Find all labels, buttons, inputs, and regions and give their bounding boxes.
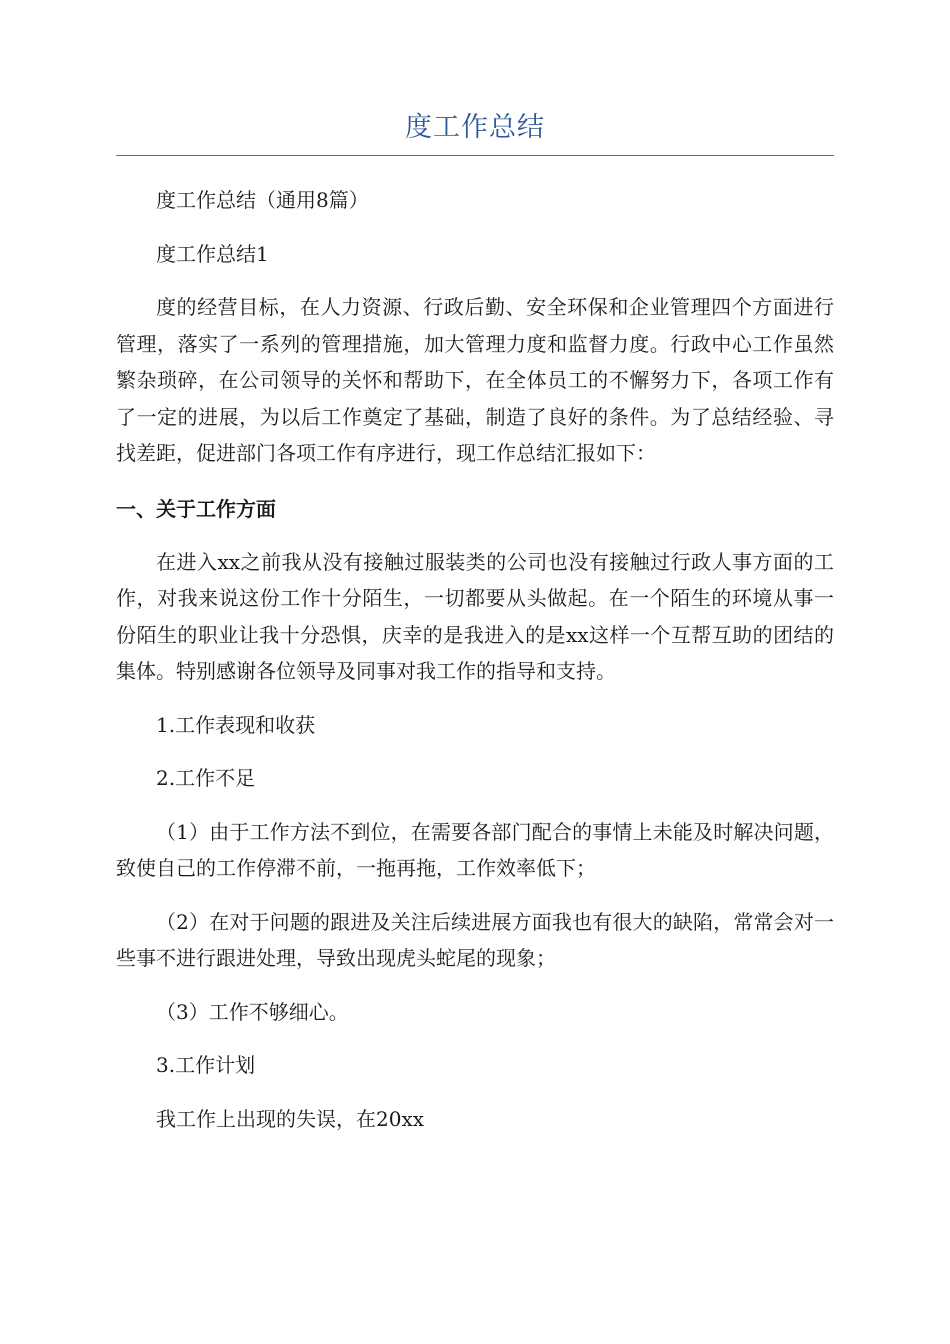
list-item-plan: 3.工作计划 <box>156 1053 256 1077</box>
heading-work: 一、关于工作方面 <box>116 496 276 521</box>
section-title: 度工作总结1 <box>156 241 269 266</box>
document-title: 度工作总结 <box>405 112 545 143</box>
sub-item-1: （1）由于工作方法不到位，在需要各部门配合的事情上未能及时解决问题，致使自己的工作停滞不前，一拖再拖，工作效率低下； <box>116 819 834 880</box>
closing-paragraph: 我工作上出现的失误，在20xx <box>156 1106 425 1131</box>
work-paragraph: 在进入xx之前我从没有接触过服装类的公司也没有接触过行政人事方面的工作，对我来说这份工作十分陌生，一切都要从头做起。在一个陌生的环境从事一份陌生的职业让我十分恐惧，庆幸的是我进入的是xx这样一个互帮互助的团结的集体。特别感谢各位领导及同事对我工作的指导和支持。 <box>116 549 834 683</box>
sub-item-2: （2）在对于问题的跟进及关注后续进展方面我也有很大的缺陷，常常会对一些事不进行跟进处理，导致出现虎头蛇尾的现象； <box>116 909 834 970</box>
list-item-shortcomings: 2.工作不足 <box>156 766 256 790</box>
sub-item-3: （3）工作不够细心。 <box>156 999 349 1024</box>
document-page <box>116 108 834 1137</box>
intro-paragraph: 度的经营目标，在人力资源、行政后勤、安全环保和企业管理四个方面进行管理，落实了一系列的管理措施，加大管理力度和监督力度。行政中心工作虽然繁杂琐碎，在公司领导的关怀和帮助下，在全体员工的不懈努力下，各项工作有了一定的进展，为以后工作奠定了基础，制造了良好的条件。为了总结经验、寻找差距，促进部门各项工作有序进行，现工作总结汇报如下： <box>116 295 834 465</box>
list-item-performance: 1.工作表现和收获 <box>156 712 316 737</box>
document-subtitle: 度工作总结（通用8篇） <box>156 188 369 212</box>
